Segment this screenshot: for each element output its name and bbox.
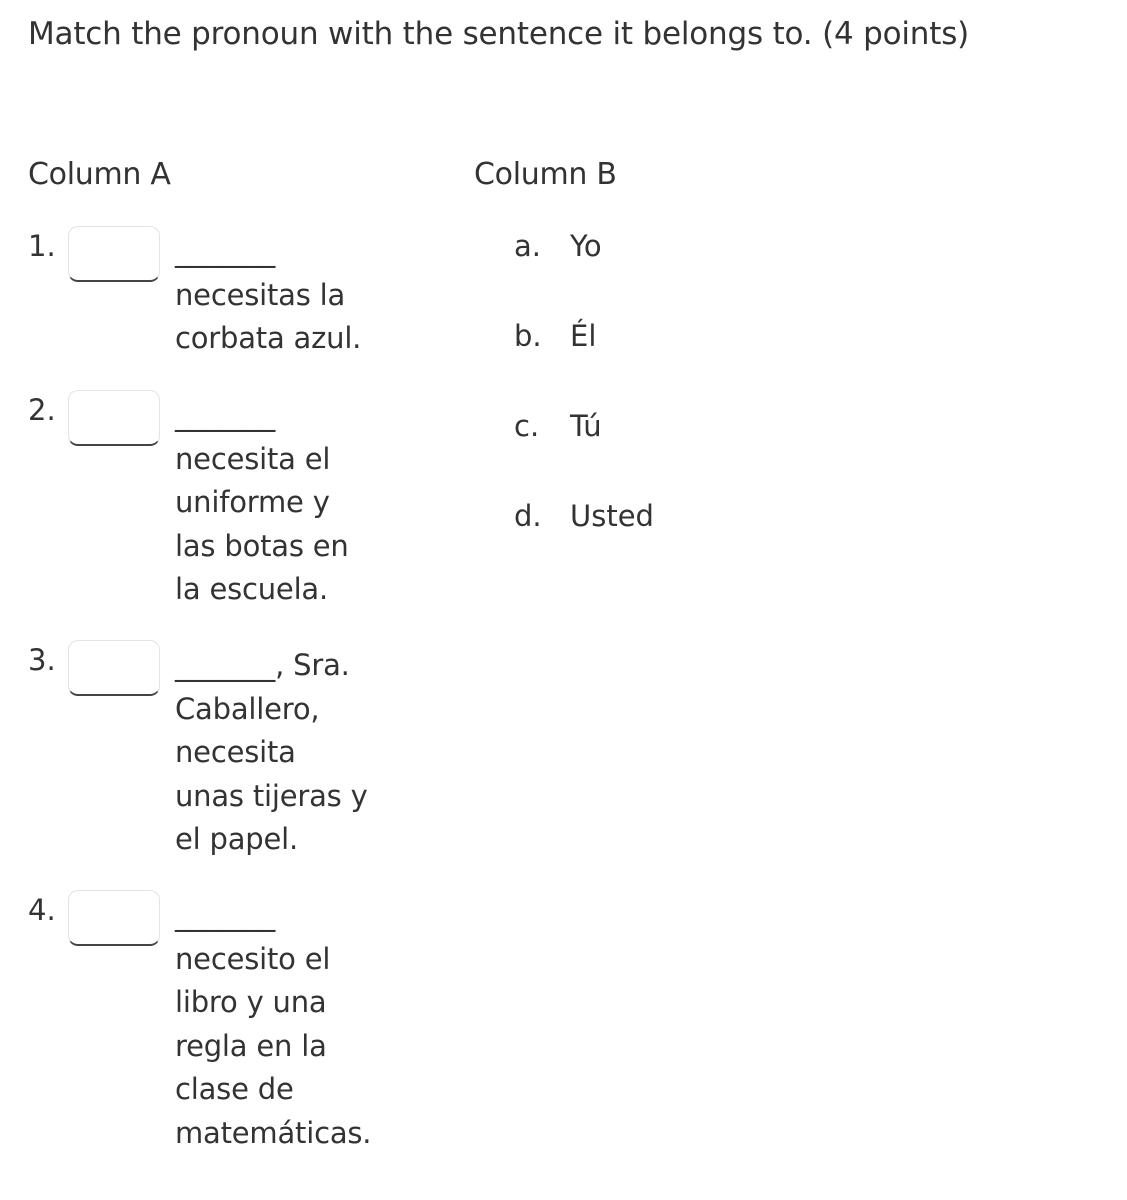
option-a	[514, 226, 602, 266]
column-a-heading: Column A	[28, 157, 171, 192]
column-b-heading: Column B	[474, 157, 617, 192]
option-letter: c.	[514, 409, 540, 443]
sentence-text: _______ necesito el libro y una regla en la clase de matemáticas.	[175, 898, 372, 1150]
option-letter: a.	[514, 229, 541, 263]
option-text: Usted	[570, 499, 654, 533]
item-number: 4.	[28, 893, 56, 927]
option-text: Yo	[570, 229, 602, 263]
item-number: 1.	[28, 229, 56, 263]
item-number: 3.	[28, 643, 56, 677]
option-letter: b.	[514, 319, 542, 353]
answer-dropdown-1[interactable]	[68, 226, 160, 282]
answer-dropdown-2[interactable]	[68, 390, 160, 446]
option-c	[514, 406, 602, 446]
option-d	[514, 496, 654, 536]
question-prompt: Match the pronoun with the sentence it belongs to. (4 points)	[28, 16, 970, 52]
sentence-text: _______, Sra. Caballero, necesita unas tijeras y el papel.	[175, 648, 368, 856]
answer-dropdown-3[interactable]	[68, 640, 160, 696]
answer-dropdown-4[interactable]	[68, 890, 160, 946]
option-letter: d.	[514, 499, 542, 533]
item-number: 2.	[28, 393, 56, 427]
sentence-text: _______ necesita el uniforme y las botas en la escuela.	[175, 398, 349, 606]
option-text: Él	[570, 319, 597, 353]
sentence-text: _______ necesitas la corbata azul.	[175, 234, 362, 355]
option-text: Tú	[570, 409, 602, 443]
option-b	[514, 316, 596, 356]
